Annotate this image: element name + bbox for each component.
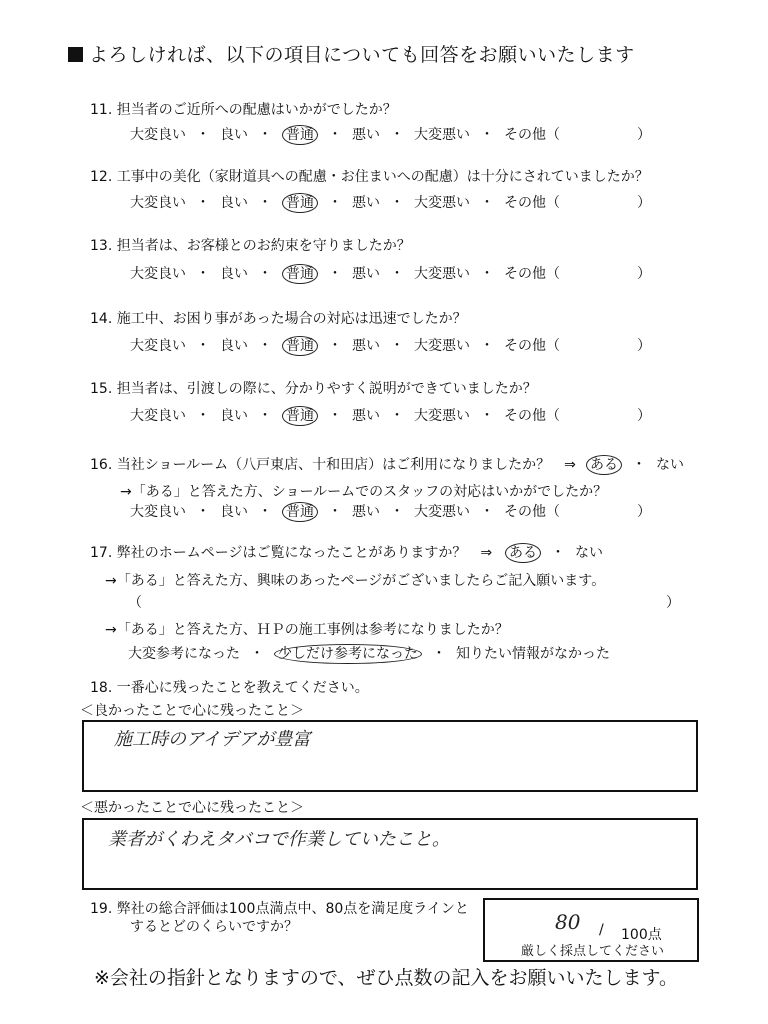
separator: ・ bbox=[250, 646, 264, 662]
option-other[interactable]: その他（ bbox=[504, 266, 560, 282]
page-header bbox=[68, 40, 635, 67]
good-memory-answer: 施工時のアイデアが豊富 bbox=[114, 729, 311, 750]
option-other[interactable]: その他（ bbox=[504, 338, 560, 354]
option-very-good[interactable]: 大変良い bbox=[130, 408, 186, 424]
question-text: 弊社の総合評価は100点満点中、80点を満足度ラインと bbox=[116, 901, 469, 917]
question-12 bbox=[90, 166, 649, 186]
question-number: 19. bbox=[90, 901, 113, 917]
question-number: 11. bbox=[90, 102, 113, 118]
question-number: 15. bbox=[90, 381, 113, 397]
close-paren: ） bbox=[666, 595, 680, 611]
q17-yes-selected[interactable]: ある bbox=[505, 543, 541, 563]
option-average-selected[interactable]: 普通 bbox=[282, 125, 318, 145]
option-good[interactable]: 良い bbox=[220, 504, 248, 520]
footer-note: ※会社の指針となりますので、ぜひ点数の記入をお願いいたします。 bbox=[94, 967, 679, 989]
separator: ・ bbox=[480, 127, 494, 143]
question-16 bbox=[90, 454, 576, 474]
q16-follow-up: →「ある」と答えた方、ショールームでのスタッフの対応はいかがでしたか？ bbox=[120, 484, 608, 500]
separator: ・ bbox=[258, 127, 272, 143]
separator: ・ bbox=[328, 408, 342, 424]
option-average-selected[interactable]: 普通 bbox=[282, 264, 318, 284]
black-square-icon bbox=[68, 47, 83, 62]
question-11 bbox=[90, 99, 397, 119]
option-good[interactable]: 良い bbox=[220, 408, 248, 424]
other-close-paren: ） bbox=[637, 127, 651, 143]
other-close-paren: ） bbox=[637, 266, 651, 282]
separator: ・ bbox=[258, 338, 272, 354]
separator: ・ bbox=[632, 457, 646, 473]
separator: ・ bbox=[328, 266, 342, 282]
other-close-paren: ） bbox=[637, 338, 651, 354]
separator: ・ bbox=[258, 195, 272, 211]
q16-no[interactable]: ない bbox=[656, 457, 684, 473]
bad-memory-label: ＜悪かったことで心に残ったこと＞ bbox=[80, 800, 304, 816]
separator: ・ bbox=[390, 338, 404, 354]
question-18 bbox=[90, 677, 369, 697]
separator: ・ bbox=[432, 646, 446, 662]
option-no-info[interactable]: 知りたい情報がなかった bbox=[456, 646, 610, 662]
rating-options-13[interactable] bbox=[130, 263, 560, 283]
other-close-paren: ） bbox=[637, 504, 651, 520]
option-average-selected[interactable]: 普通 bbox=[282, 336, 318, 356]
score-value: 80 bbox=[555, 910, 581, 934]
separator: ・ bbox=[196, 195, 210, 211]
option-average-selected[interactable]: 普通 bbox=[282, 193, 318, 213]
option-very-good[interactable]: 大変良い bbox=[130, 195, 186, 211]
question-number: 14. bbox=[90, 311, 113, 327]
option-other[interactable]: その他（ bbox=[504, 504, 560, 520]
header-text: よろしければ、以下の項目についても回答をお願いいたします bbox=[89, 44, 635, 66]
open-paren: （ bbox=[128, 595, 142, 611]
option-very-bad[interactable]: 大変悪い bbox=[414, 195, 470, 211]
option-bad[interactable]: 悪い bbox=[352, 408, 380, 424]
option-very-good[interactable]: 大変良い bbox=[130, 504, 186, 520]
option-other[interactable]: その他（ bbox=[504, 408, 560, 424]
question-number: 17. bbox=[90, 545, 113, 561]
option-very-bad[interactable]: 大変悪い bbox=[414, 408, 470, 424]
question-number: 18. bbox=[90, 680, 113, 696]
question-15 bbox=[90, 378, 537, 398]
question-14 bbox=[90, 308, 467, 328]
option-bad[interactable]: 悪い bbox=[352, 338, 380, 354]
q17-follow-up-2: →「ある」と答えた方、ＨＰの施工事例は参考になりましたか？ bbox=[105, 622, 509, 638]
separator: ・ bbox=[258, 408, 272, 424]
separator: ・ bbox=[328, 127, 342, 143]
option-very-bad[interactable]: 大変悪い bbox=[414, 504, 470, 520]
separator: ・ bbox=[390, 195, 404, 211]
separator: ・ bbox=[390, 408, 404, 424]
good-memory-box[interactable] bbox=[82, 720, 698, 792]
score-note: 厳しく採点してください bbox=[521, 944, 665, 959]
option-other[interactable]: その他（ bbox=[504, 195, 560, 211]
question-number: 16. bbox=[90, 457, 113, 473]
separator: ・ bbox=[328, 504, 342, 520]
option-very-good[interactable]: 大変良い bbox=[130, 338, 186, 354]
q17-reference-options[interactable] bbox=[128, 643, 610, 663]
question-19-line-2: するとどのくらいですか？ bbox=[130, 919, 298, 935]
separator: ・ bbox=[196, 504, 210, 520]
question-text: 担当者は、お客様とのお約束を守りましたか？ bbox=[116, 238, 411, 254]
separator: ・ bbox=[480, 266, 494, 282]
question-text: 担当者は、引渡しの際に、分かりやすく説明ができていましたか？ bbox=[116, 381, 537, 397]
option-good[interactable]: 良い bbox=[220, 338, 248, 354]
question-text: 工事中の美化（家財道具への配慮・お住まいへの配慮）は十分にされていましたか？ bbox=[116, 169, 649, 185]
option-very-helpful[interactable]: 大変参考になった bbox=[128, 646, 240, 662]
option-other[interactable]: その他（ bbox=[504, 127, 560, 143]
separator: ・ bbox=[258, 266, 272, 282]
question-text: 当社ショールーム（八戸東店、十和田店）はご利用になりましたか？ ⇒ bbox=[116, 457, 576, 473]
q16-yes-no[interactable] bbox=[586, 454, 684, 474]
q17-yes-no[interactable] bbox=[505, 542, 603, 562]
option-very-bad[interactable]: 大変悪い bbox=[414, 127, 470, 143]
option-good[interactable]: 良い bbox=[220, 127, 248, 143]
question-text: 弊社のホームページはご覧になったことがありますか？ ⇒ bbox=[116, 545, 493, 561]
separator: ・ bbox=[196, 266, 210, 282]
separator: ・ bbox=[258, 504, 272, 520]
option-average-selected[interactable]: 普通 bbox=[282, 502, 318, 522]
bad-memory-answer: 業者がくわえタバコで作業していたこと。 bbox=[108, 829, 450, 850]
option-very-bad[interactable]: 大変悪い bbox=[414, 266, 470, 282]
question-number: 13. bbox=[90, 238, 113, 254]
separator: ・ bbox=[328, 338, 342, 354]
separator: ・ bbox=[328, 195, 342, 211]
option-bad[interactable]: 悪い bbox=[352, 504, 380, 520]
option-bad[interactable]: 悪い bbox=[352, 127, 380, 143]
option-bad[interactable]: 悪い bbox=[352, 266, 380, 282]
question-17 bbox=[90, 542, 492, 562]
question-text: 一番心に残ったことを教えてください。 bbox=[116, 680, 369, 696]
q17-no[interactable]: ない bbox=[575, 545, 603, 561]
other-close-paren: ） bbox=[637, 195, 651, 211]
score-max: 100点 bbox=[621, 927, 662, 943]
question-number: 12. bbox=[90, 169, 113, 185]
rating-options-12[interactable] bbox=[130, 192, 560, 212]
rating-options-16[interactable] bbox=[130, 501, 560, 521]
bad-memory-box[interactable] bbox=[82, 818, 698, 890]
separator: ・ bbox=[390, 127, 404, 143]
separator: ・ bbox=[551, 545, 565, 561]
option-very-good[interactable]: 大変良い bbox=[130, 127, 186, 143]
option-slightly-helpful-selected[interactable]: 少しだけ参考になった bbox=[274, 644, 422, 664]
other-close-paren: ） bbox=[637, 408, 651, 424]
option-very-bad[interactable]: 大変悪い bbox=[414, 338, 470, 354]
rating-options-15[interactable] bbox=[130, 405, 560, 425]
score-box[interactable] bbox=[483, 898, 699, 962]
q16-yes-selected[interactable]: ある bbox=[586, 455, 622, 475]
option-good[interactable]: 良い bbox=[220, 195, 248, 211]
rating-options-11[interactable] bbox=[130, 124, 560, 144]
option-good[interactable]: 良い bbox=[220, 266, 248, 282]
question-13 bbox=[90, 235, 411, 255]
q17-follow-up-1: →「ある」と答えた方、興味のあったページがございましたらご記入願います。 bbox=[105, 573, 606, 589]
separator: ・ bbox=[480, 504, 494, 520]
good-memory-label: ＜良かったことで心に残ったこと＞ bbox=[80, 703, 304, 719]
separator: ・ bbox=[480, 408, 494, 424]
score-slash: / bbox=[599, 922, 604, 938]
separator: ・ bbox=[480, 195, 494, 211]
separator: ・ bbox=[480, 338, 494, 354]
separator: ・ bbox=[196, 127, 210, 143]
option-very-good[interactable]: 大変良い bbox=[130, 266, 186, 282]
question-text: 担当者のご近所への配慮はいかがでしたか？ bbox=[116, 102, 397, 118]
separator: ・ bbox=[196, 408, 210, 424]
separator: ・ bbox=[196, 338, 210, 354]
option-average-selected[interactable]: 普通 bbox=[282, 406, 318, 426]
question-text: 施工中、お困り事があった場合の対応は迅速でしたか？ bbox=[116, 311, 467, 327]
question-19 bbox=[90, 898, 469, 918]
separator: ・ bbox=[390, 266, 404, 282]
option-bad[interactable]: 悪い bbox=[352, 195, 380, 211]
rating-options-14[interactable] bbox=[130, 335, 560, 355]
separator: ・ bbox=[390, 504, 404, 520]
